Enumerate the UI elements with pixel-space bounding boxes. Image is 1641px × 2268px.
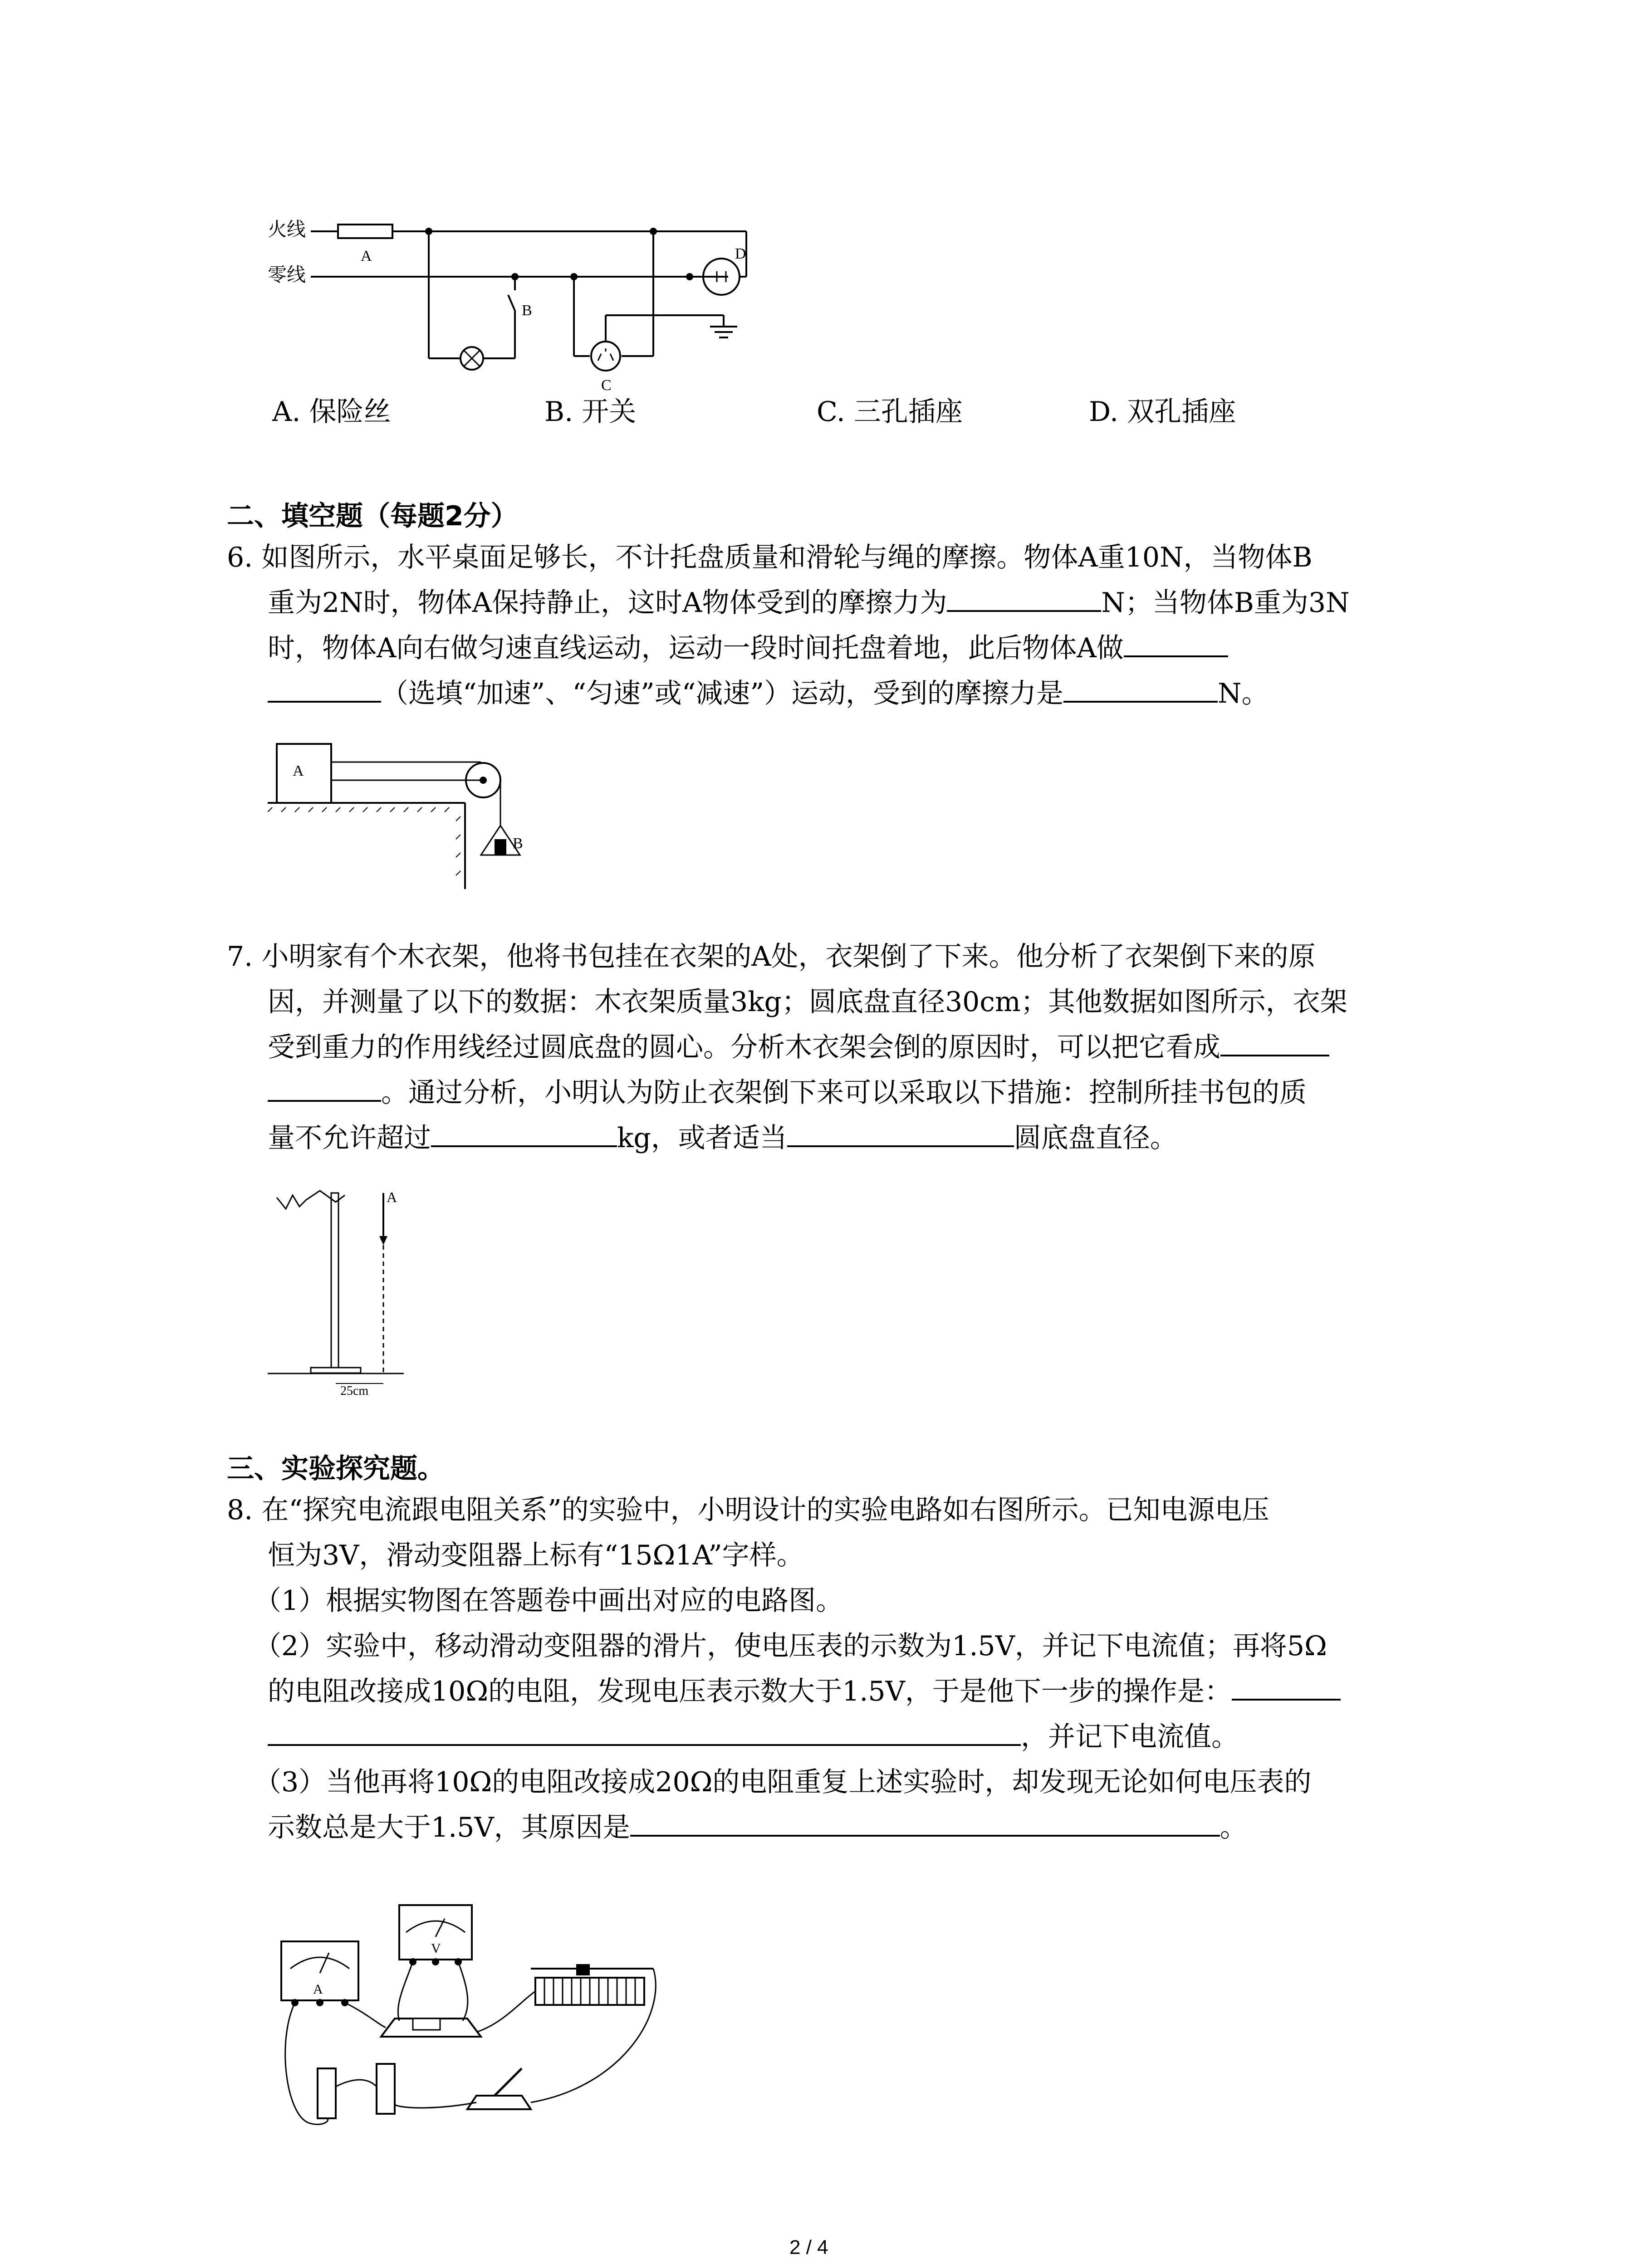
q6-line4-tail: N。 — [1218, 678, 1269, 709]
coat-rack-figure — [268, 1184, 413, 1402]
q8-line2: 恒为3V，滑动变阻器上标有“15Ω1A”字样。 — [268, 1540, 804, 1571]
q8-line4: （2）实验中，移动滑动变阻器的滑片，使电压表的示数为1.5V，并记下电流值；再将5Ω — [254, 1630, 1327, 1662]
q7-line2: 因，并测量了以下的数据：木衣架质量3kg；圆底盘直径30cm；其他数据如图所示，衣架 — [268, 986, 1347, 1018]
q7-line4 — [268, 1070, 1307, 1115]
force-arrow — [379, 1236, 387, 1245]
q6-line4 — [268, 671, 1269, 716]
q8-line5 — [268, 1669, 1341, 1714]
rack-base — [311, 1368, 361, 1373]
neutral-wire-label: 零线 — [268, 265, 306, 286]
q8-line6-text: ，并记下电流值。 — [1021, 1721, 1239, 1753]
q7-blank-3[interactable] — [787, 1118, 1014, 1147]
q6-line3 — [268, 626, 1228, 670]
q7-line3-text: 受到重力的作用线经过圆底盘的圆心。分析木衣架会倒的原因时，可以把它看成 — [268, 1031, 1220, 1063]
q7-line3 — [268, 1025, 1329, 1070]
switch-symbol — [508, 295, 515, 311]
q6-blank-1[interactable] — [947, 583, 1101, 612]
q6-line1: 6. 如图所示，水平桌面足够长，不计托盘质量和滑轮与绳的摩擦。物体A重10N，当物体B — [227, 542, 1313, 573]
q6-line2-text: 重为2N时，物体A保持静止，这时A物体受到的摩擦力为 — [268, 587, 947, 619]
q7-blank-2[interactable] — [431, 1118, 617, 1147]
pulley-figure — [268, 735, 540, 898]
q8-line7: （3）当他再将10Ω的电阻改接成20Ω的电阻重复上述实验时，却发现无论如何电压表的 — [254, 1766, 1312, 1798]
voltmeter-label: V — [431, 1941, 441, 1956]
three-hole-socket-icon — [591, 342, 620, 371]
option-c[interactable]: C. 三孔插座 — [817, 396, 963, 428]
q8-line1: 8. 在“探究电流跟电阻关系”的实验中，小明设计的实验电路如右图所示。已知电源电压 — [227, 1494, 1269, 1526]
resistor-icon — [413, 2019, 440, 2030]
ammeter-label: A — [313, 1982, 323, 1997]
q8-line8 — [268, 1805, 1247, 1850]
q7-blank-1b[interactable] — [268, 1073, 381, 1102]
q8-blank-2[interactable] — [630, 1808, 1220, 1837]
q7-line5-mid: kg，或者适当 — [617, 1122, 787, 1154]
option-b[interactable]: B. 开关 — [544, 396, 637, 428]
live-wire-label: 火线 — [268, 220, 306, 240]
q8-blank-1b[interactable] — [268, 1717, 1021, 1746]
q6-blank-3[interactable] — [1063, 674, 1218, 703]
dimension-label: 25cm — [340, 1384, 369, 1398]
socket2-label: D — [735, 245, 746, 262]
q6-line4-text: （选填“加速”、“匀速”或“减速”）运动，受到的摩擦力是 — [381, 678, 1064, 709]
q7-line5-text: 量不允许超过 — [268, 1122, 431, 1154]
weight-b — [495, 839, 506, 855]
q8-line8-text: 示数总是大于1.5V，其原因是 — [268, 1812, 630, 1843]
page-number: 2 / 4 — [789, 2236, 828, 2258]
knife-switch — [467, 2096, 531, 2109]
weight-b-label: B — [513, 835, 523, 852]
experiment-circuit-figure — [268, 1896, 676, 2132]
q8-blank-1a[interactable] — [1232, 1672, 1341, 1701]
fuse-label: A — [361, 248, 372, 264]
q7-line4-text: 。通过分析，小明认为防止衣架倒下来可以采取以下措施：控制所挂书包的质 — [381, 1077, 1307, 1109]
q6-blank-2b[interactable] — [268, 674, 381, 703]
q6-line2-tail: N；当物体B重为3N — [1101, 587, 1350, 619]
fuse-symbol — [338, 225, 392, 238]
q7-line5-tail: 圆底盘直径。 — [1014, 1122, 1177, 1154]
socket3-label: C — [601, 377, 612, 394]
point-a-label: A — [387, 1189, 397, 1205]
q8-line8-tail: 。 — [1220, 1812, 1247, 1843]
q6-blank-2a[interactable] — [1124, 628, 1228, 657]
rheostat-slider — [576, 1964, 590, 1975]
section-3-title: 三、实验探究题。 — [227, 1453, 445, 1485]
switch-label: B — [522, 302, 532, 319]
q6-line2 — [268, 581, 1350, 625]
household-circuit-figure — [254, 204, 753, 395]
rack-pole — [331, 1193, 338, 1368]
block-a-label: A — [293, 763, 304, 779]
battery-2 — [377, 2064, 395, 2114]
q7-blank-1a[interactable] — [1220, 1027, 1329, 1056]
q8-line3: （1）根据实物图在答题卷中画出对应的电路图。 — [254, 1585, 843, 1617]
block-a — [277, 744, 331, 803]
q7-line1: 7. 小明家有个木衣架，他将书包挂在衣架的A处，衣架倒了下来。他分析了衣架倒下来的原 — [227, 941, 1316, 973]
section-2-title: 二、填空题（每题2分） — [227, 500, 518, 532]
battery-1 — [318, 2068, 336, 2118]
q8-line5-text: 的电阻改接成10Ω的电阻，发现电压表示数大于1.5V，于是他下一步的操作是： — [268, 1676, 1232, 1707]
q6-line3-text: 时，物体A向右做匀速直线运动，运动一段时间托盘着地，此后物体A做 — [268, 632, 1124, 664]
q8-line6 — [268, 1715, 1239, 1759]
option-a[interactable]: A. 保险丝 — [272, 396, 391, 428]
option-d[interactable]: D. 双孔插座 — [1089, 396, 1236, 428]
q7-line5 — [268, 1116, 1177, 1160]
